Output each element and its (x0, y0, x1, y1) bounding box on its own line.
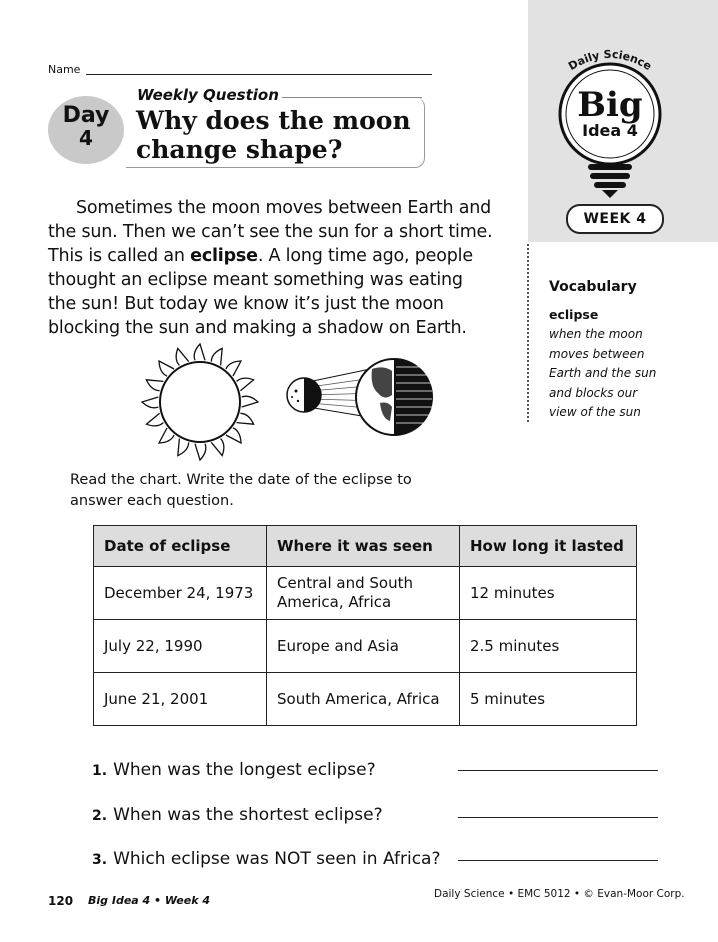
title-line-2: change shape? (136, 135, 343, 164)
table-cell: South America, Africa (267, 673, 460, 726)
question-number: 3. (92, 852, 108, 868)
question-1 (92, 760, 376, 780)
table-row (94, 567, 637, 620)
passage-term: eclipse (190, 246, 258, 266)
day-number: 4 (79, 126, 93, 150)
table-row (94, 673, 637, 726)
sun-ray (176, 348, 189, 365)
chart-instructions: Read the chart. Write the date of the eclipse to answer each question. (70, 472, 412, 509)
eclipse-table (93, 525, 637, 726)
question-2 (92, 805, 383, 825)
column-header-where: Where it was seen (267, 526, 460, 567)
page-number: 120 (48, 894, 74, 908)
table-cell: Europe and Asia (267, 620, 460, 673)
sun-illustration (138, 340, 262, 464)
question-text: When was the longest eclipse? (113, 760, 376, 780)
sun-ray (194, 344, 205, 360)
table-cell: December 24, 1973 (94, 567, 267, 620)
reading-passage (48, 196, 493, 340)
vocabulary-definition: when the moon moves between Earth and the sun and blocks our view of the sun (549, 327, 657, 419)
table-cell: 12 minutes (460, 567, 637, 620)
table-header-row (94, 526, 637, 567)
name-field[interactable] (86, 74, 432, 75)
footer-series: Big Idea 4 • Week 4 (88, 894, 211, 907)
sidebar-divider (527, 244, 529, 422)
table-row (94, 620, 637, 673)
table-cell: June 21, 2001 (94, 673, 267, 726)
passage-text-start: Sometimes the moon moves between Earth and the sun. Then we can’t see the sun for a short time. This is called an (48, 198, 493, 266)
question-text: Which eclipse was NOT seen in Africa? (113, 849, 441, 869)
sun-ray (195, 444, 206, 460)
sun-ray (211, 348, 222, 365)
series-label: Daily Science (566, 47, 654, 73)
weekly-question-label: Weekly Question (137, 86, 279, 104)
sun-ray (142, 397, 158, 408)
table-cell: 5 minutes (460, 673, 637, 726)
day-word: Day (62, 103, 110, 128)
sun-ray (242, 396, 258, 407)
question-number: 2. (92, 808, 108, 824)
vocabulary-term: eclipse (549, 307, 599, 322)
column-header-duration: How long it lasted (460, 526, 637, 567)
name-label: Name (48, 63, 81, 76)
column-header-date: Date of eclipse (94, 526, 267, 567)
lightbulb-icon (548, 40, 672, 200)
title-line-1: Why does the moon (136, 106, 411, 135)
page-title (136, 106, 411, 164)
big-label: Big (577, 85, 643, 125)
sun-ray (237, 413, 254, 424)
sun-ray (146, 380, 163, 391)
day-badge (48, 96, 124, 164)
question-number: 1. (92, 763, 108, 779)
table-cell: 2.5 minutes (460, 620, 637, 673)
week-badge: WEEK 4 (566, 204, 664, 234)
table-cell: July 22, 1990 (94, 620, 267, 673)
vocabulary-heading: Vocabulary (549, 279, 637, 295)
sun-ray (146, 413, 163, 426)
footer-credit: Daily Science • EMC 5012 • © Evan-Moor Corp. (434, 888, 685, 900)
sun-ray (211, 439, 224, 456)
answer-line-2[interactable] (458, 817, 658, 818)
question-3 (92, 849, 441, 869)
moon-earth-eclipse-illustration (280, 357, 436, 443)
idea-label: Idea 4 (582, 121, 638, 140)
passage-text-end: . A long time ago, people thought an eclipse meant something was eating the sun! But today we know it’s just the moon blocking the sun and making a shadow on Earth. (48, 246, 473, 338)
answer-line-3[interactable] (458, 860, 658, 861)
sun-ray (178, 439, 189, 456)
answer-line-1[interactable] (458, 770, 658, 771)
sun-ray (237, 378, 254, 391)
question-text: When was the shortest eclipse? (113, 805, 383, 825)
table-cell: Central and South America, Africa (267, 567, 460, 620)
